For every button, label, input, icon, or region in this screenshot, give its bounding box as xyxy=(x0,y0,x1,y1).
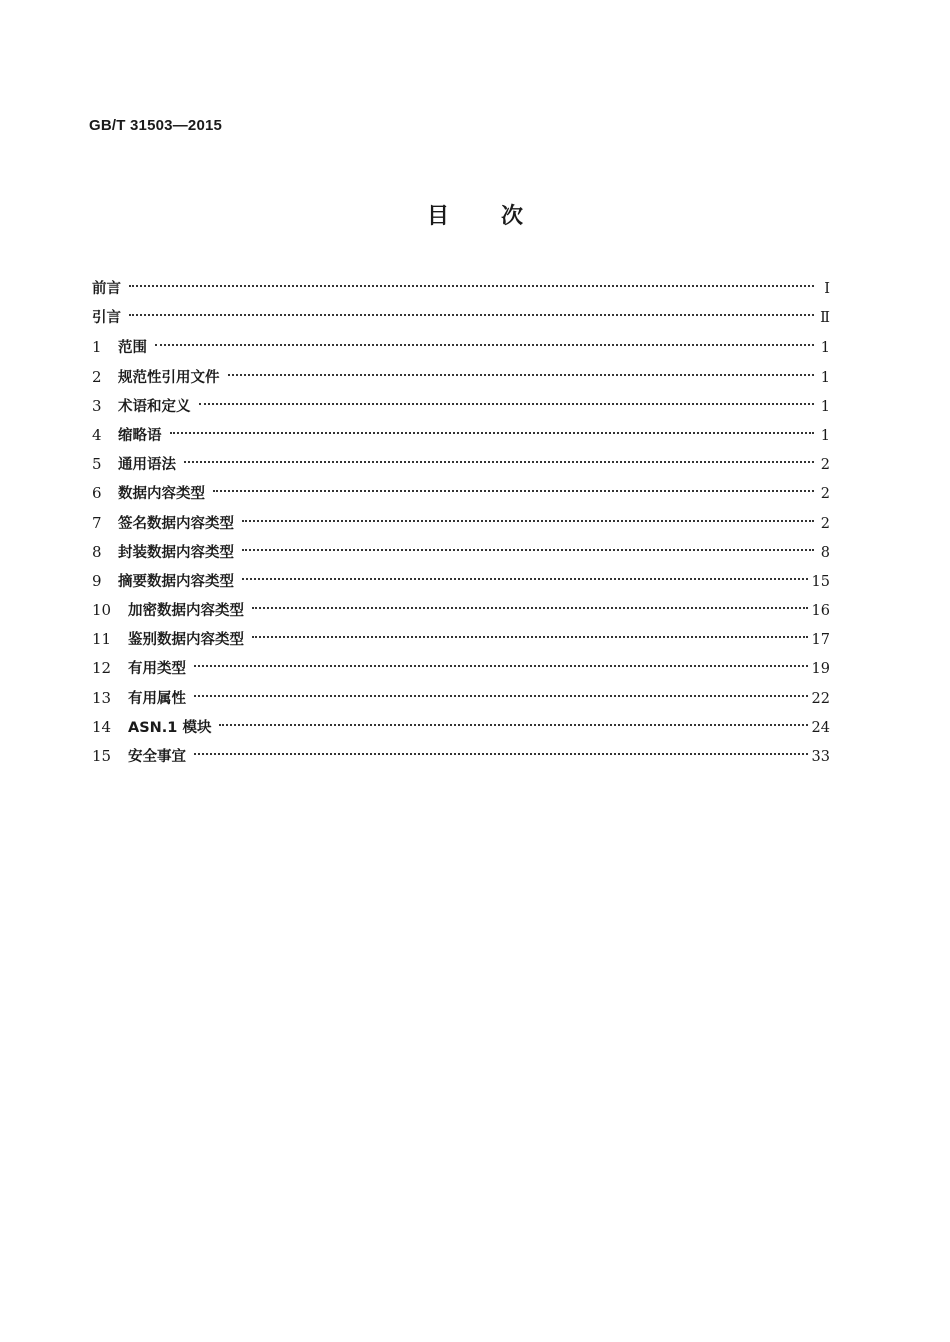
standard-code: GB/T 31503—2015 xyxy=(89,117,223,134)
toc-entry-label: 有用属性 xyxy=(128,690,186,707)
toc-entry-label: 引言 xyxy=(92,310,121,327)
toc-entry-label: 缩略语 xyxy=(118,427,162,444)
toc-leader-dots xyxy=(170,432,815,434)
toc-leader-dots xyxy=(219,724,807,726)
toc-leader-dots xyxy=(184,461,814,463)
toc-entry-number: 1 xyxy=(92,338,102,357)
toc-entry-number: 11 xyxy=(92,630,112,649)
toc-entry-number: 15 xyxy=(92,747,112,765)
toc-entry-page: 1 xyxy=(820,369,830,386)
toc-entry-page: 8 xyxy=(820,544,830,561)
toc-leader-dots xyxy=(199,403,815,405)
toc-entry[interactable] xyxy=(92,333,830,362)
toc-entry[interactable] xyxy=(92,684,830,713)
toc-entry[interactable] xyxy=(92,596,830,625)
toc-entry[interactable] xyxy=(92,304,830,333)
toc-leader-dots xyxy=(194,695,808,697)
toc-entry-page: 2 xyxy=(820,457,830,474)
toc-entry[interactable] xyxy=(92,742,830,771)
toc-leader-dots xyxy=(252,636,808,638)
toc-entry[interactable] xyxy=(92,625,830,654)
toc-entry[interactable] xyxy=(92,392,830,421)
page-title xyxy=(0,199,950,230)
toc-entry-label: 通用语法 xyxy=(118,457,176,474)
toc-leader-dots xyxy=(155,344,814,346)
toc-leader-dots xyxy=(242,549,814,551)
toc-entry[interactable] xyxy=(92,479,830,508)
toc-entry-label: 安全事宜 xyxy=(128,749,186,765)
toc-entry[interactable] xyxy=(92,509,830,538)
toc-entry[interactable] xyxy=(92,275,830,304)
toc-entry-number: 14 xyxy=(92,717,112,736)
toc-entry-page: 33 xyxy=(811,749,830,765)
toc-entry-label: 摘要数据内容类型 xyxy=(118,573,234,590)
toc-entry[interactable] xyxy=(92,421,830,450)
toc-entry-page: 17 xyxy=(811,632,830,649)
toc-entry-label: 前言 xyxy=(92,281,121,297)
toc-entry[interactable] xyxy=(92,363,830,392)
toc-entry-number: 13 xyxy=(92,688,112,707)
toc-leader-dots xyxy=(242,520,814,522)
toc-entry-number: 2 xyxy=(92,367,102,386)
toc-entry-page: 16 xyxy=(811,603,830,620)
toc-entry-page: 1 xyxy=(820,398,830,415)
toc-leader-dots xyxy=(194,665,808,667)
toc-entry-number: 8 xyxy=(92,542,102,561)
toc-entry-page: 1 xyxy=(820,340,830,357)
toc-entry-page: 22 xyxy=(811,690,830,707)
toc-entry-label: 范围 xyxy=(118,340,147,357)
title-char-2: 次 xyxy=(501,204,524,229)
toc-entry-label: 有用类型 xyxy=(128,661,186,678)
toc-entry-number: 7 xyxy=(92,513,102,532)
toc-entry-label: ASN.1 模块 xyxy=(128,719,212,736)
toc-entry-label: 签名数据内容类型 xyxy=(118,515,234,532)
table-of-contents xyxy=(92,275,830,771)
toc-leader-dots xyxy=(228,374,815,376)
toc-entry[interactable] xyxy=(92,713,830,742)
toc-leader-dots xyxy=(194,753,808,755)
toc-entry-label: 鉴别数据内容类型 xyxy=(128,632,244,649)
toc-entry[interactable] xyxy=(92,450,830,479)
toc-entry[interactable] xyxy=(92,567,830,596)
toc-entry-number: 6 xyxy=(92,484,102,503)
toc-entry-number: 10 xyxy=(92,601,112,620)
toc-entry-number: 4 xyxy=(92,425,102,444)
toc-entry-number: 12 xyxy=(92,659,112,678)
toc-entry-page: 15 xyxy=(811,573,830,590)
toc-entry[interactable] xyxy=(92,654,830,683)
toc-entry-label: 封装数据内容类型 xyxy=(118,544,234,561)
title-char-1: 目 xyxy=(426,204,449,229)
toc-entry[interactable] xyxy=(92,538,830,567)
toc-leader-dots xyxy=(129,285,814,287)
toc-leader-dots xyxy=(213,490,814,492)
toc-entry-number: 9 xyxy=(92,571,102,590)
toc-entry-label: 术语和定义 xyxy=(118,398,191,415)
toc-entry-page: 1 xyxy=(820,427,830,444)
toc-leader-dots xyxy=(129,314,814,316)
toc-entry-page: Ⅰ xyxy=(824,281,830,297)
toc-leader-dots xyxy=(242,578,808,580)
toc-entry-number: 3 xyxy=(92,396,102,415)
toc-entry-page: 24 xyxy=(811,719,830,736)
toc-entry-label: 规范性引用文件 xyxy=(118,369,220,386)
toc-entry-number: 5 xyxy=(92,455,102,474)
toc-leader-dots xyxy=(252,607,808,609)
toc-entry-page: 19 xyxy=(811,661,830,678)
toc-entry-label: 加密数据内容类型 xyxy=(128,603,244,620)
toc-entry-page: 2 xyxy=(820,486,830,503)
toc-entry-page: 2 xyxy=(820,515,830,532)
toc-entry-label: 数据内容类型 xyxy=(118,486,205,503)
toc-entry-page: Ⅱ xyxy=(820,310,830,327)
